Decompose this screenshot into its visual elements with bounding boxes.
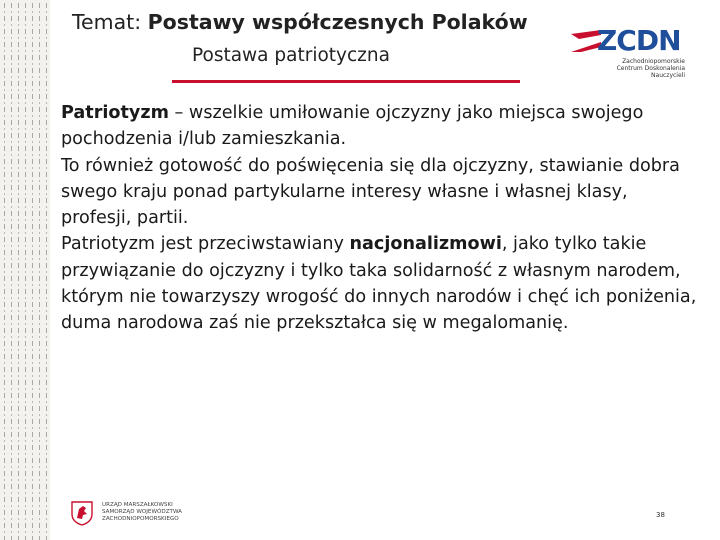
- page-subtitle: Postawa patriotyczna: [192, 45, 390, 66]
- logo-tagline: Zachodniopomorskie Centrum Doskonalenia Nauczycieli: [616, 58, 685, 79]
- logo-wordmark: ZCDN: [597, 24, 681, 57]
- title-divider: [172, 80, 520, 83]
- term-nacjonalizm: nacjonalizmowi: [349, 234, 502, 255]
- handwriting-decoration-strip: [0, 0, 50, 540]
- region-logo-text: URZĄD MARSZAŁKOWSKI SAMORZĄD WOJEWÓDZTWA ZACHODNIOPOMORSKIEGO: [102, 502, 183, 522]
- griffin-crest-icon: [70, 500, 94, 526]
- zcdn-logo: [571, 24, 685, 79]
- third-paragraph: Patriotyzm jest przeciwstawiany nacjonalizmowi, jako tylko takie przywiązanie do ojczyzny i tylko taka solidarność z własnym narodem, którym nie towarzyszy wrogość do innych narodów i chęć ich poniżenia, duma narodowa zaś nie przekształca się w megalomanię.: [61, 234, 697, 334]
- term-patriotyzm: Patriotyzm: [61, 103, 169, 123]
- page-title: Temat: Postawy współczesnych Polaków: [72, 10, 528, 34]
- region-logo: [70, 498, 200, 528]
- page-number: 38: [656, 511, 665, 519]
- main-text: [61, 100, 701, 337]
- second-paragraph: To również gotowość do poświęcenia się dla ojczyzny, stawianie dobra swego kraju ponad partykularne interesy własne i własnej klasy, profesji, partii.: [61, 155, 680, 229]
- definition-paragraph: Patriotyzm – wszelkie umiłowanie ojczyzny jako miejsca swojego pochodzenia i/lub zamieszkania.: [61, 103, 644, 150]
